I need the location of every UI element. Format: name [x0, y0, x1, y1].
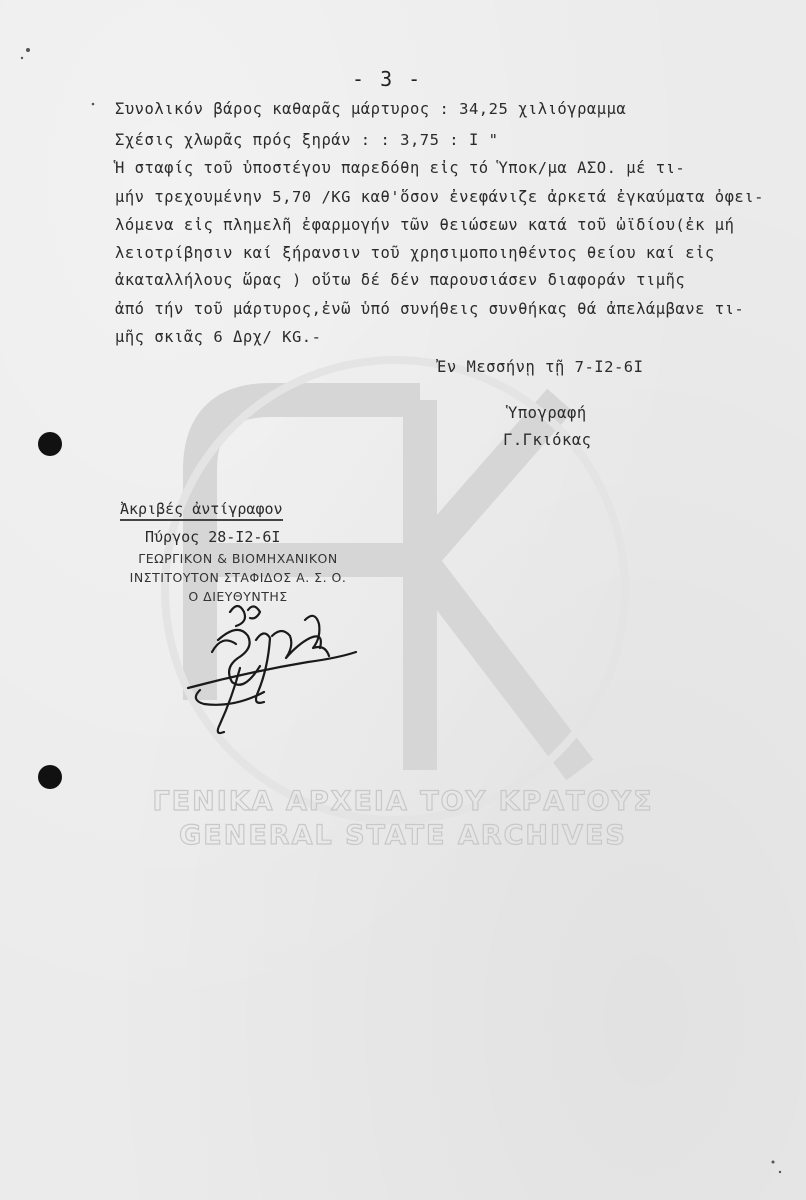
text-line: Ἡ σταφίς τοῦ ὑποστέγου παρεδόθη εἰς τό Ὑποκ/μα ΑΣΟ. μέ τι- [115, 159, 686, 177]
text-line: μήν τρεχουμένην 5,70 /KG καθ'ὅσον ἐνεφάνιζε ἀρκετά ἐγκαύματα ὀφει- [115, 188, 764, 206]
text-line: λόμενα εἰς πλημελῆ ἐφαρμογήν τῶν θειώσεων κατά τοῦ ὠϊδίου(ἐκ μή [115, 216, 735, 234]
text-line: Συνολικόν βάρος καθαρᾶς μάρτυρος : 34,25 χιλιόγραμμα [115, 100, 627, 118]
watermark-english: GENERAL STATE ARCHIVES [179, 820, 627, 851]
signature-place-date: Ἐν Μεσσήνῃ τῇ 7-Ι2-6Ι [437, 358, 644, 376]
text-line: λειοτρίβησιν καί ξήρανσιν τοῦ χρησιμοποιηθέντος θείου καί εἰς [115, 244, 715, 262]
signatory-name: Γ.Γκιόκας [503, 431, 592, 449]
page-number: - 3 - [352, 67, 423, 91]
text-line: ἀκαταλλήλους ὥρας ) οὕτω δέ δέν παρουσιάσεν διαφοράν τιμῆς [115, 271, 686, 289]
stamp-line-2: ΙΝΣΤΙΤΟΥΤΟΝ ΣΤΑΦΙΔΟΣ Α. Σ. Ο. [129, 570, 347, 585]
text-line: ἀπό τήν τοῦ μάρτυρος,ἐνῶ ὑπό συνήθεις συνθήκας θά ἀπελάμβανε τι- [115, 300, 745, 318]
certified-copy-title: Ἀκριβές ἀντίγραφον [120, 500, 283, 521]
text-line: μῆς σκιᾶς 6 Δρχ/ KG.- [115, 328, 322, 346]
stamp-line-3: Ο ΔΙΕΥΘΥΝΤΗΣ [188, 589, 288, 604]
signature-label: Ὑπογραφή [508, 404, 587, 422]
stamp-line-1: ΓΕΩΡΓΙΚΟΝ & ΒΙΟΜΗΧΑΝΙΚΟΝ [138, 551, 338, 566]
text-line: Σχέσις χλωρᾶς πρός ξηράν : : 3,75 : Ι " [115, 131, 499, 149]
watermark-greek: ΓΕΝΙΚΑ ΑΡΧΕΙΑ ΤΟΥ ΚΡΑΤΟΥΣ [152, 786, 654, 817]
certification-place-date: Πύργος 28-Ι2-6Ι [145, 528, 281, 546]
